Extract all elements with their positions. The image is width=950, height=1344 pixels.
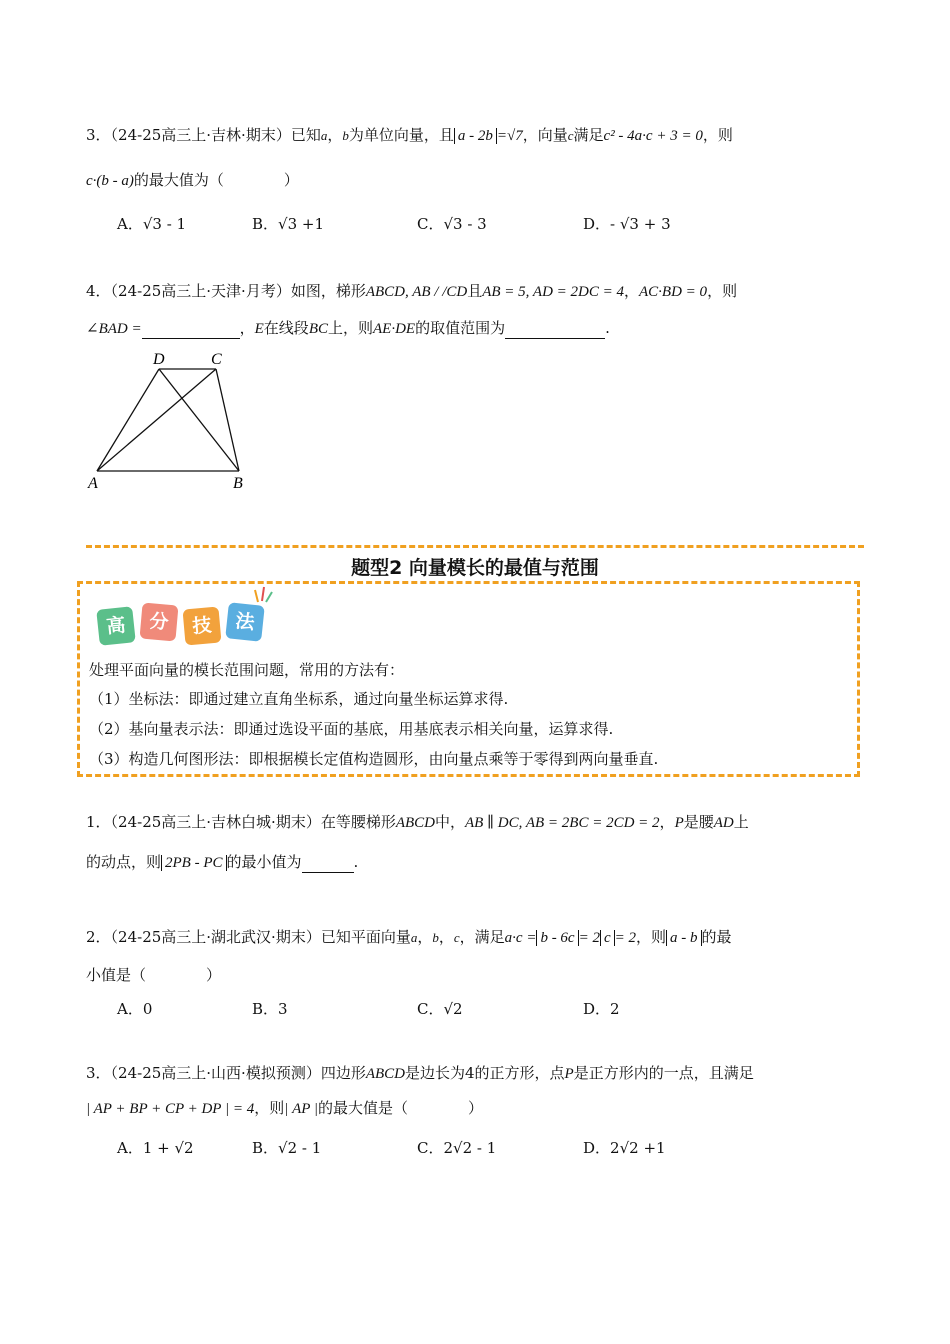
sparkle-icon	[252, 584, 274, 604]
diagonal-ac	[97, 369, 216, 471]
tip-method-2: （2）基向量表示法：即通过选设平面的基底，用基底表示相关向量，运算求得.	[89, 720, 614, 738]
q4-line1: 4．（24-25高三上·天津·月考）如图，梯形ABCD, AB / /CD且AB = 5, AD = 2DC = 4，AC·BD = 0，则	[86, 282, 738, 300]
s2-q2-line2: 小值是（ ）	[86, 966, 222, 984]
badge-fa: 法	[225, 602, 265, 642]
q4-blank-2[interactable]	[505, 318, 605, 339]
q3-source: 3．（24-25高三上·吉林·期末）已知	[86, 126, 321, 144]
s2-q3-option-b[interactable]: B．√2 - 1	[252, 1139, 322, 1157]
s2-q2-option-a[interactable]: A．0	[117, 1000, 153, 1018]
q4-blank-1[interactable]	[142, 318, 240, 339]
s2-q3-line2: | AP + BP + CP + DP | = 4，则| AP |的最大值是（ ）	[86, 1099, 484, 1117]
s2-q1-line1: 1．（24-25高三上·吉林白城·期末）在等腰梯形ABCD中，AB ∥ DC, AB = 2BC = 2CD = 2，P是腰AD上	[86, 813, 749, 831]
s2-q3-line1: 3．（24-25高三上·山西·模拟预测）四边形ABCD是边长为4的正方形，点P是正方形内的一点，且满足	[86, 1064, 754, 1082]
q4-line2: ∠BAD = ，E在线段BC上，则AE·DE的取值范围为 .	[86, 319, 610, 337]
q3-option-b[interactable]: B．√3 +1	[252, 215, 325, 233]
s2-q1-source: 1．（24-25高三上·吉林白城·期末）在等腰梯形	[86, 813, 396, 831]
s2-q3-source: 3．（24-25高三上·山西·模拟预测）四边形	[86, 1064, 366, 1082]
s2-q1-line2: 的动点，则 2PB - PC 的最小值为 .	[86, 853, 359, 871]
vector-a: a	[320, 128, 328, 143]
tip-intro: 处理平面向量的模长范围问题，常用的方法有：	[89, 661, 405, 679]
s2-q3-option-a[interactable]: A．1 + √2	[117, 1139, 194, 1157]
s2-q2-option-b[interactable]: B．3	[252, 1000, 288, 1018]
vector-b: b	[342, 128, 349, 143]
label-c: C	[211, 351, 222, 368]
tip-method-3: （3）构造几何图形法：即根据模长定值构造圆形，由向量点乘等于零得到两向量垂直.	[89, 750, 659, 768]
s2-q2-source: 2．（24-25高三上·湖北武汉·期末）已知平面向量	[86, 928, 411, 946]
abs-2pb-pc: 2PB - PC	[161, 855, 227, 871]
q3-line2: c·(b - a)的最大值为（ ）	[86, 171, 299, 189]
vector-c: c	[567, 128, 574, 143]
tip-box	[77, 581, 860, 777]
q3-option-c[interactable]: C．√3 - 3	[417, 215, 487, 233]
edge-ad	[97, 369, 159, 471]
label-a: A	[88, 475, 98, 492]
badge-gao: 高	[96, 606, 136, 646]
badge-ji: 技	[182, 606, 221, 645]
tip-method-1: （1）坐标法：即通过建立直角坐标系，通过向量坐标运算求得.	[89, 690, 509, 708]
label-d: D	[153, 351, 165, 368]
s2-q2-option-c[interactable]: C．√2	[417, 1000, 463, 1018]
s2-q2-line1: 2．（24-25高三上·湖北武汉·期末）已知平面向量a，b，c，满足a·c = b - 6c = 2 c = 2，则 a - b 的最	[86, 928, 732, 946]
label-b: B	[233, 475, 243, 492]
abs-a-2b: a - 2b	[454, 128, 497, 144]
s2-q3-option-c[interactable]: C．2√2 - 1	[417, 1139, 497, 1157]
s2-q2-option-d[interactable]: D．2	[583, 1000, 620, 1018]
q4-source: 4．（24-25高三上·天津·月考）如图，梯形	[86, 282, 366, 300]
q3-line1: 3．（24-25高三上·吉林·期末）已知a，b为单位向量，且 a - 2b =√7，向量c满足c² - 4a·c + 3 = 0，则	[86, 126, 733, 144]
s2-q3-option-d[interactable]: D．2√2 +1	[583, 1139, 666, 1157]
section-title: 题型2 向量模长的最值与范围	[351, 557, 599, 579]
s2-q1-blank[interactable]	[302, 852, 354, 873]
q3-expression: c·(b - a)	[86, 173, 134, 189]
badge-fen: 分	[139, 602, 178, 641]
trapezoid-figure	[80, 345, 260, 495]
section-divider	[86, 545, 864, 548]
q3-option-d[interactable]: D．- √3 + 3	[583, 215, 671, 233]
q3-option-a[interactable]: A．√3 - 1	[117, 215, 187, 233]
q3-condition: c² - 4a·c + 3 = 0	[603, 128, 703, 144]
